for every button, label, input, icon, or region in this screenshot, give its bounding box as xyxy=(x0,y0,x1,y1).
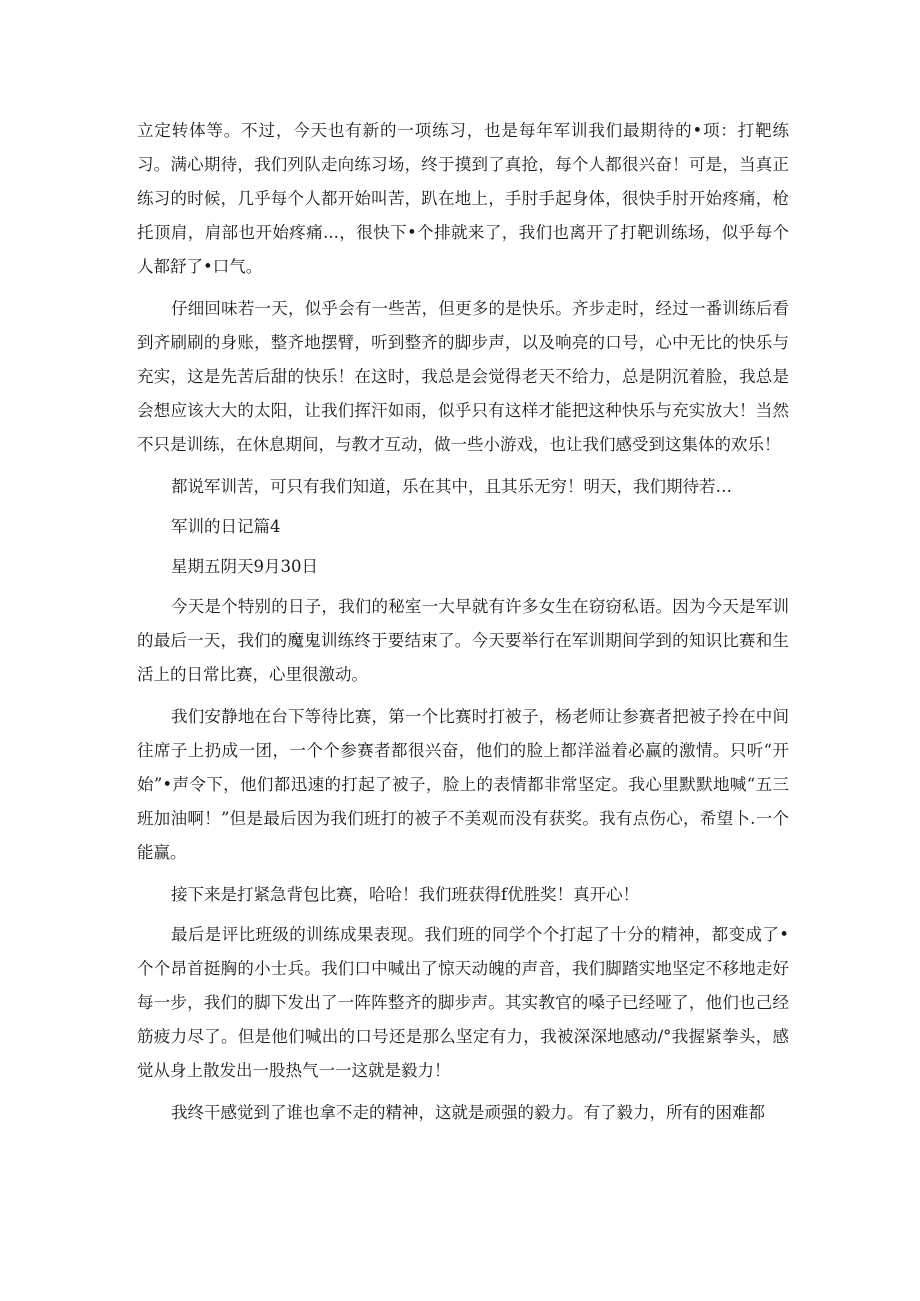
section-heading: 军训的日记篇4 xyxy=(171,517,281,536)
paragraph-reflection: 仔细回味若一天，似乎会有一些苦，但更多的是快乐。齐步走时，经过一番训练后看到齐刷刷的身账，整齐地摆臂，听到整齐的脚步声，以及响亮的口号，心中无比的快乐与充实，这是先苦后甜的快乐！在这时，我总是会觉得老天不给力，总是阴沉着脸，我总是会想应该大大的太阳，让我们挥汗如雨，似乎只有这样才能把这种快乐与充实放大！当然不只是训练，在休息期间，与教才互动，做一些小游戏，也让我们感受到这集体的欢乐！ xyxy=(137,299,789,454)
paragraph-perseverance: 我终干感觉到了谁也拿不走的精神，这就是顽强的毅力。有了毅力，所有的困难都 xyxy=(171,1103,765,1122)
paragraph-shooting-practice: 立定转体等。不过，今天也有新的一项练习，也是每年军训我们最期待的•项：打靶练习。满心期待，我们列队走向练习场，终于摸到了真抢，每个人都很兴奋！可是，当真正练习的时候，几乎每个人都开始叫苦，趴在地上，手肘手起身体，很快手肘开始疼痛，枪托顶肩，肩部也开始疼痛...，很快下•个排就来了，我们也离开了打靶训练场，似乎每个人都舒了•口气。 xyxy=(137,121,789,276)
paragraph-closing: 都说军训苦，可只有我们知道，乐在其中，且其乐无穷！明天，我们期待若… xyxy=(171,477,732,496)
diary-date-line: 星期五阴天9月30日 xyxy=(171,557,318,576)
paragraph-quilt-contest: 我们安静地在台下等待比赛，第一个比赛时打被子，杨老师让参赛者把被子拎在中间往席子上扔成一团，一个个参赛者都很兴奋，他们的脸上都洋溢着必赢的激情。只听“开始”•声令下，他们都迅速的打起了被子，脸上的表情都非常坚定。我心里默默地喊“五三班加油啊！”但是最后因为我们班打的被子不美观而没有获奖。我有点伤心，希望卜.一个能赢。 xyxy=(137,707,789,862)
paragraph-last-day: 今天是个特别的日子，我们的秘室一大早就有许多女生在窃窃私语。因为今天是军训的最后一天，我们的魔鬼训练终于要结束了。今天要举行在军训期间学到的知识比赛和生活上的日常比赛，心里很激动。 xyxy=(137,597,789,684)
document-body xyxy=(137,114,789,1138)
paragraph-backpack-contest: 接下来是打紧急背包比赛，哈哈！我们班获得f优胜奖！真开心！ xyxy=(171,885,640,904)
paragraph-class-evaluation: 最后是评比班级的训练成果表现。我们班的同学个个打起了十分的精神，都变成了•个个昂首挺胸的小士兵。我们口中喊出了惊天动魄的声音，我们脚踏实地坚定不移地走好每一步，我们的脚下发出了一阵阵整齐的脚步声。其实教官的嗓子已经哑了，他们也己经筋疲力尽了。但是他们喊出的口号还是那么坚定有力，我被深深地感动/°我握紧拳头，感觉从身上散发出一股热气一一这就是毅力！ xyxy=(137,925,789,1080)
